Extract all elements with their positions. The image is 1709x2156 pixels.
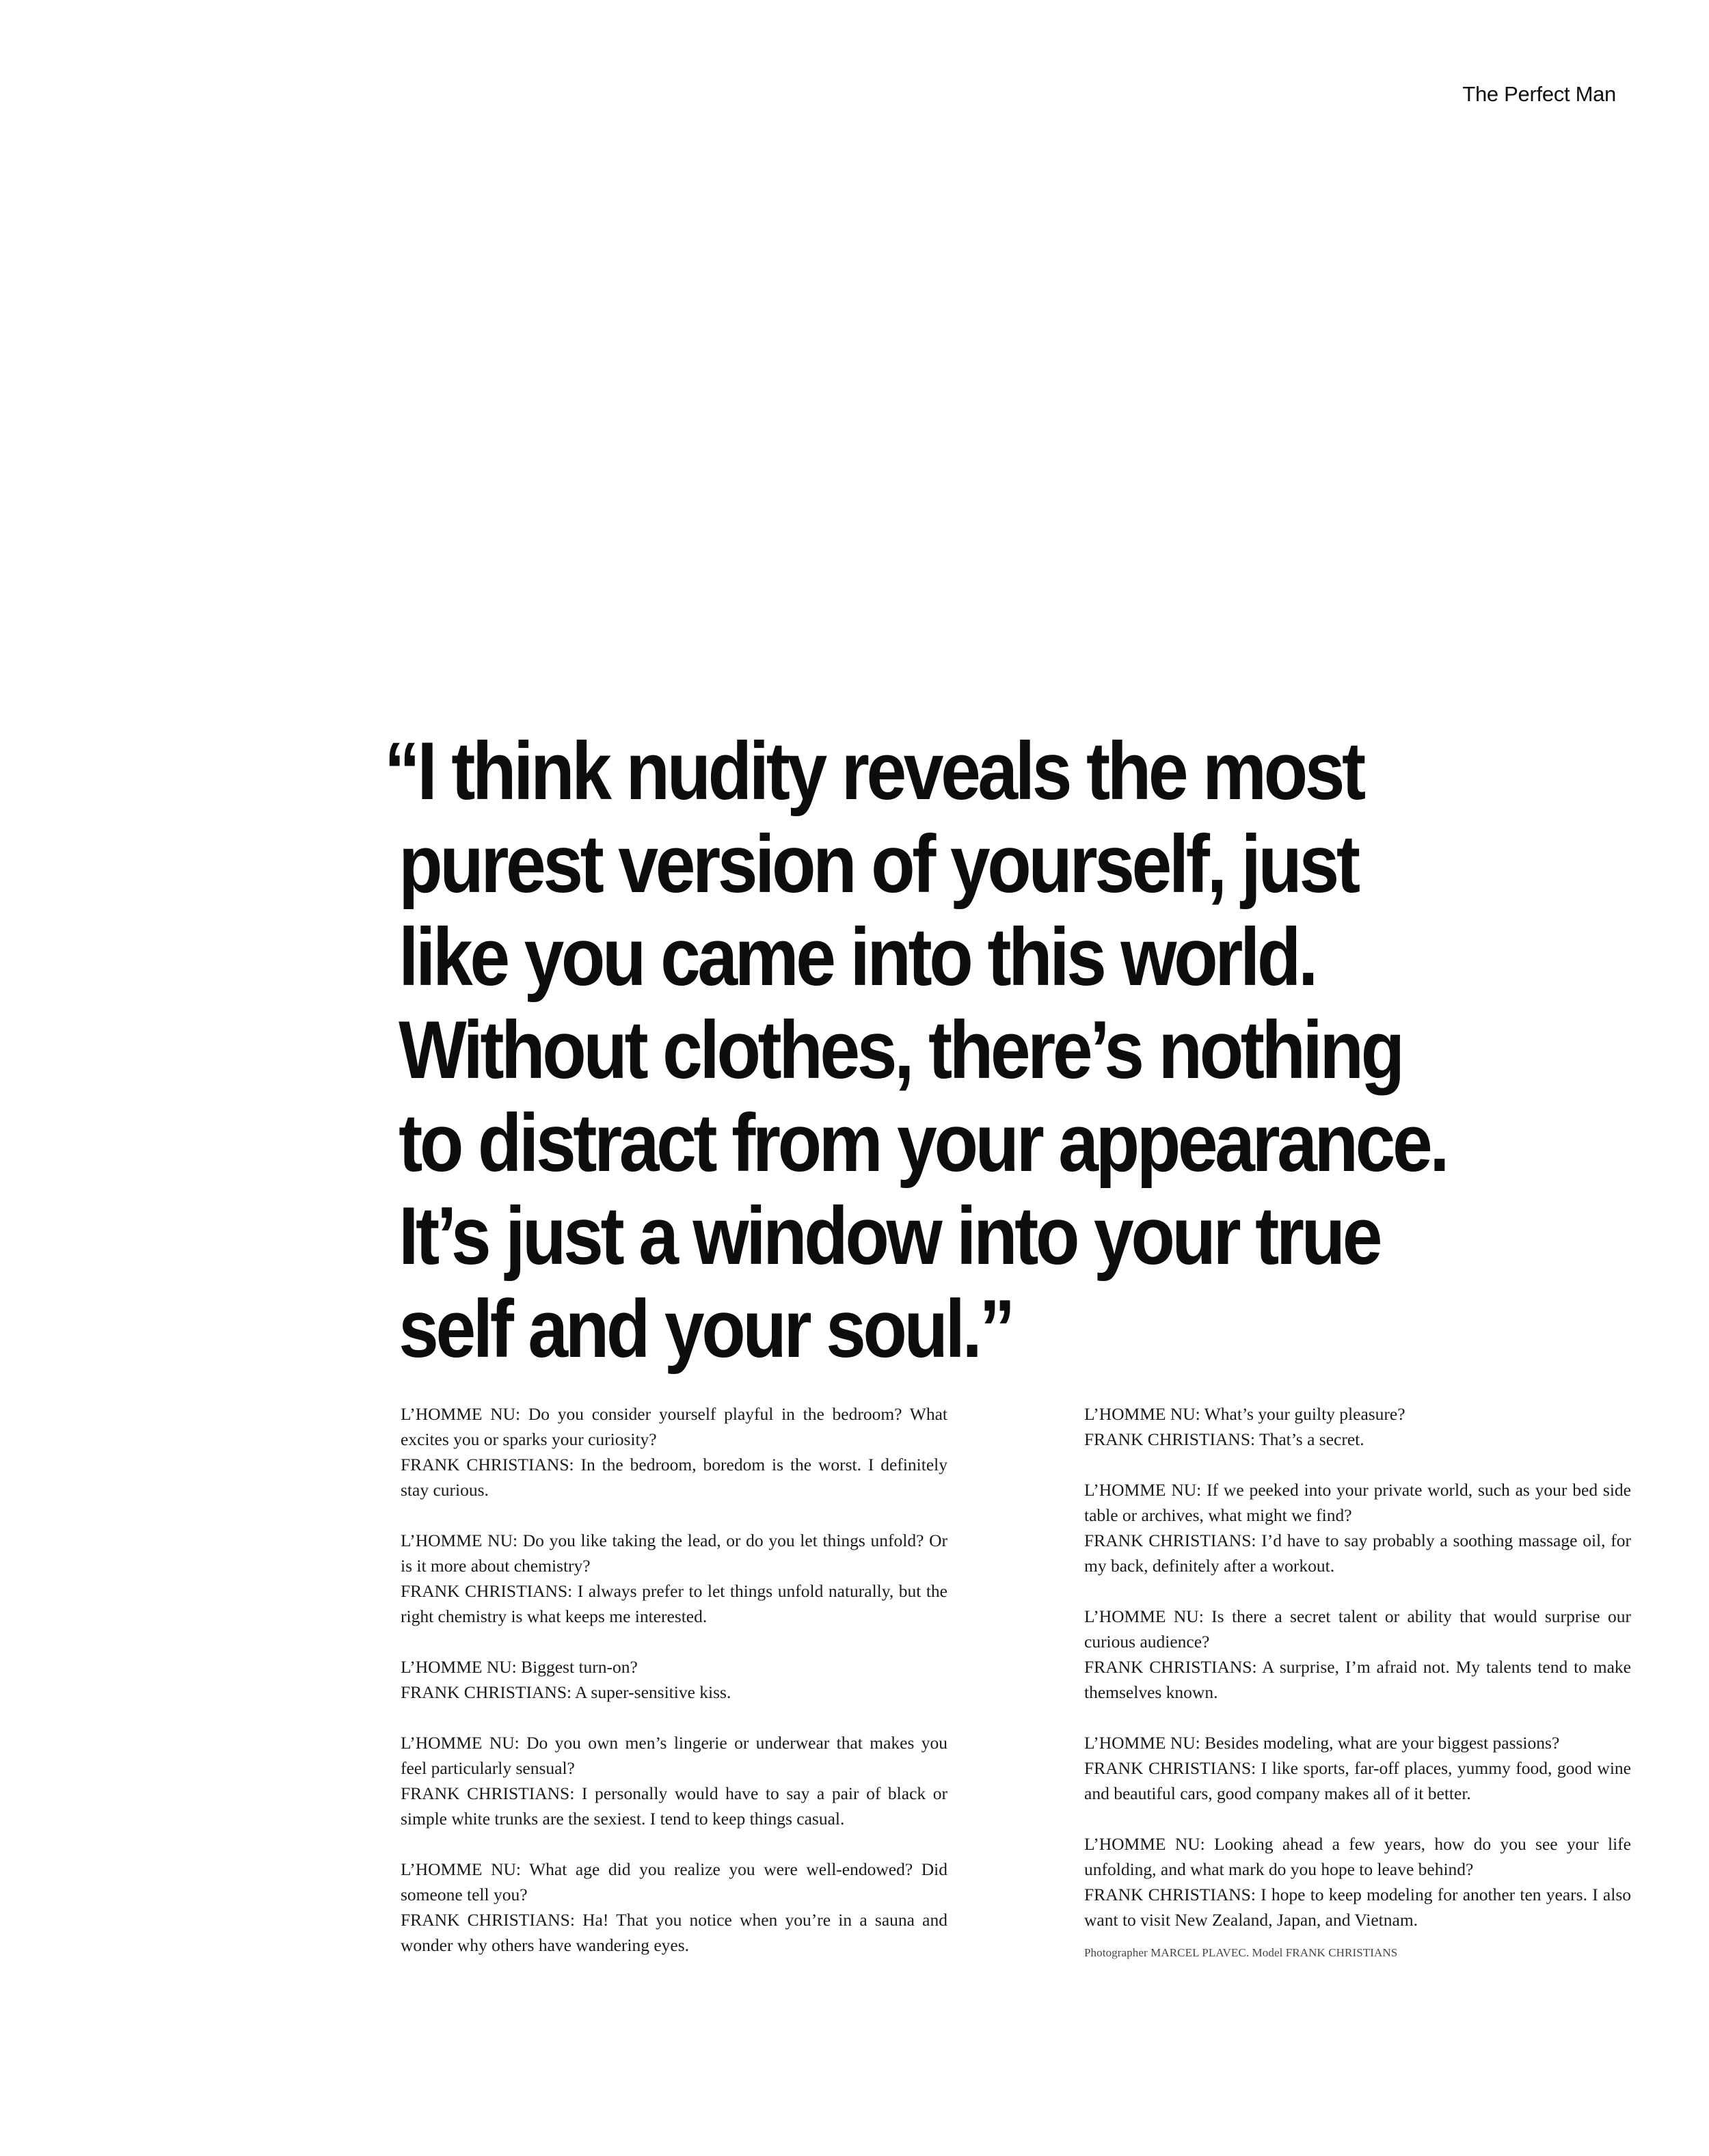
interview-answer: FRANK CHRISTIANS: A super-sensitive kiss. [401,1682,731,1702]
qa-block [1084,1604,1631,1705]
interview-answer: FRANK CHRISTIANS: I always prefer to let things unfold naturally, but the right chemistry is what keeps me interested. [401,1581,947,1626]
interview-answer: FRANK CHRISTIANS: I hope to keep modeling for another ten years. I also want to visit New Zealand, Japan, and Vietnam. [1084,1885,1631,1930]
pull-quote-line: self and your soul.” [399,1283,1012,1375]
section-title: The Perfect Man [1462,82,1616,106]
interview-question: L’HOMME NU: Is there a secret talent or ability that would surprise our curious audience? [1084,1606,1631,1652]
interview-question: L’HOMME NU: If we peeked into your private world, such as your bed side table or archives, what might we find? [1084,1480,1631,1525]
interview-question: L’HOMME NU: Biggest turn-on? [401,1657,638,1677]
photo-credit: Photographer MARCEL PLAVEC. Model FRANK CHRISTIANS [1084,1946,1398,1959]
interview-body [401,1401,1631,1983]
interview-question: L’HOMME NU: Do you like taking the lead, or do you let things unfold? Or is it more about chemistry? [401,1531,947,1576]
interview-question: L’HOMME NU: What’s your guilty pleasure? [1084,1404,1405,1424]
qa-block [401,1654,947,1705]
qa-block [1084,1730,1631,1806]
interview-answer: FRANK CHRISTIANS: That’s a secret. [1084,1429,1364,1449]
interview-answer: FRANK CHRISTIANS: A surprise, I’m afraid not. My talents tend to make themselves known. [1084,1657,1631,1702]
qa-block [401,1857,947,1958]
interview-question: L’HOMME NU: What age did you realize you were well-endowed? Did someone tell you? [401,1859,947,1904]
interview-answer: FRANK CHRISTIANS: In the bedroom, boredom is the worst. I definitely stay curious. [401,1455,947,1500]
interview-answer: FRANK CHRISTIANS: I like sports, far-off places, yummy food, good wine and beautiful cars, good company makes all of it better. [1084,1758,1631,1803]
qa-block [401,1528,947,1629]
pull-quote-line: “I think nudity reveals the most [384,725,1363,817]
qa-block [401,1401,947,1503]
pull-quote-line: like you came into this world. [399,911,1315,1003]
interview-question: L’HOMME NU: Do you consider yourself playful in the bedroom? What excites you or sparks your curiosity? [401,1404,947,1449]
pull-quote-line: It’s just a window into your true [399,1190,1380,1282]
interview-answer: FRANK CHRISTIANS: I’d have to say probably a soothing massage oil, for my back, definitely after a workout. [1084,1531,1631,1576]
interview-column-left [401,1401,947,1983]
pull-quote-line: purest version of yourself, just [399,818,1358,910]
pull-quote [384,725,1447,1375]
interview-question: L’HOMME NU: Do you own men’s lingerie or underwear that makes you feel particularly sensual? [401,1733,947,1778]
pull-quote-line: Without clothes, there’s nothing [399,1004,1402,1096]
interview-column-right [1084,1401,1631,1983]
qa-block [1084,1401,1631,1452]
qa-block [401,1730,947,1831]
interview-answer: FRANK CHRISTIANS: I personally would have to say a pair of black or simple white trunks are the sexiest. I tend to keep things casual. [401,1783,947,1829]
qa-block [1084,1477,1631,1578]
interview-answer: FRANK CHRISTIANS: Ha! That you notice when you’re in a sauna and wonder why others have wandering eyes. [401,1910,947,1955]
pull-quote-line: to distract from your appearance. [399,1097,1447,1189]
interview-question: L’HOMME NU: Besides modeling, what are your biggest passions? [1084,1733,1560,1753]
interview-question: L’HOMME NU: Looking ahead a few years, how do you see your life unfolding, and what mark do you hope to leave behind? [1084,1834,1631,1879]
qa-block [1084,1831,1631,1932]
